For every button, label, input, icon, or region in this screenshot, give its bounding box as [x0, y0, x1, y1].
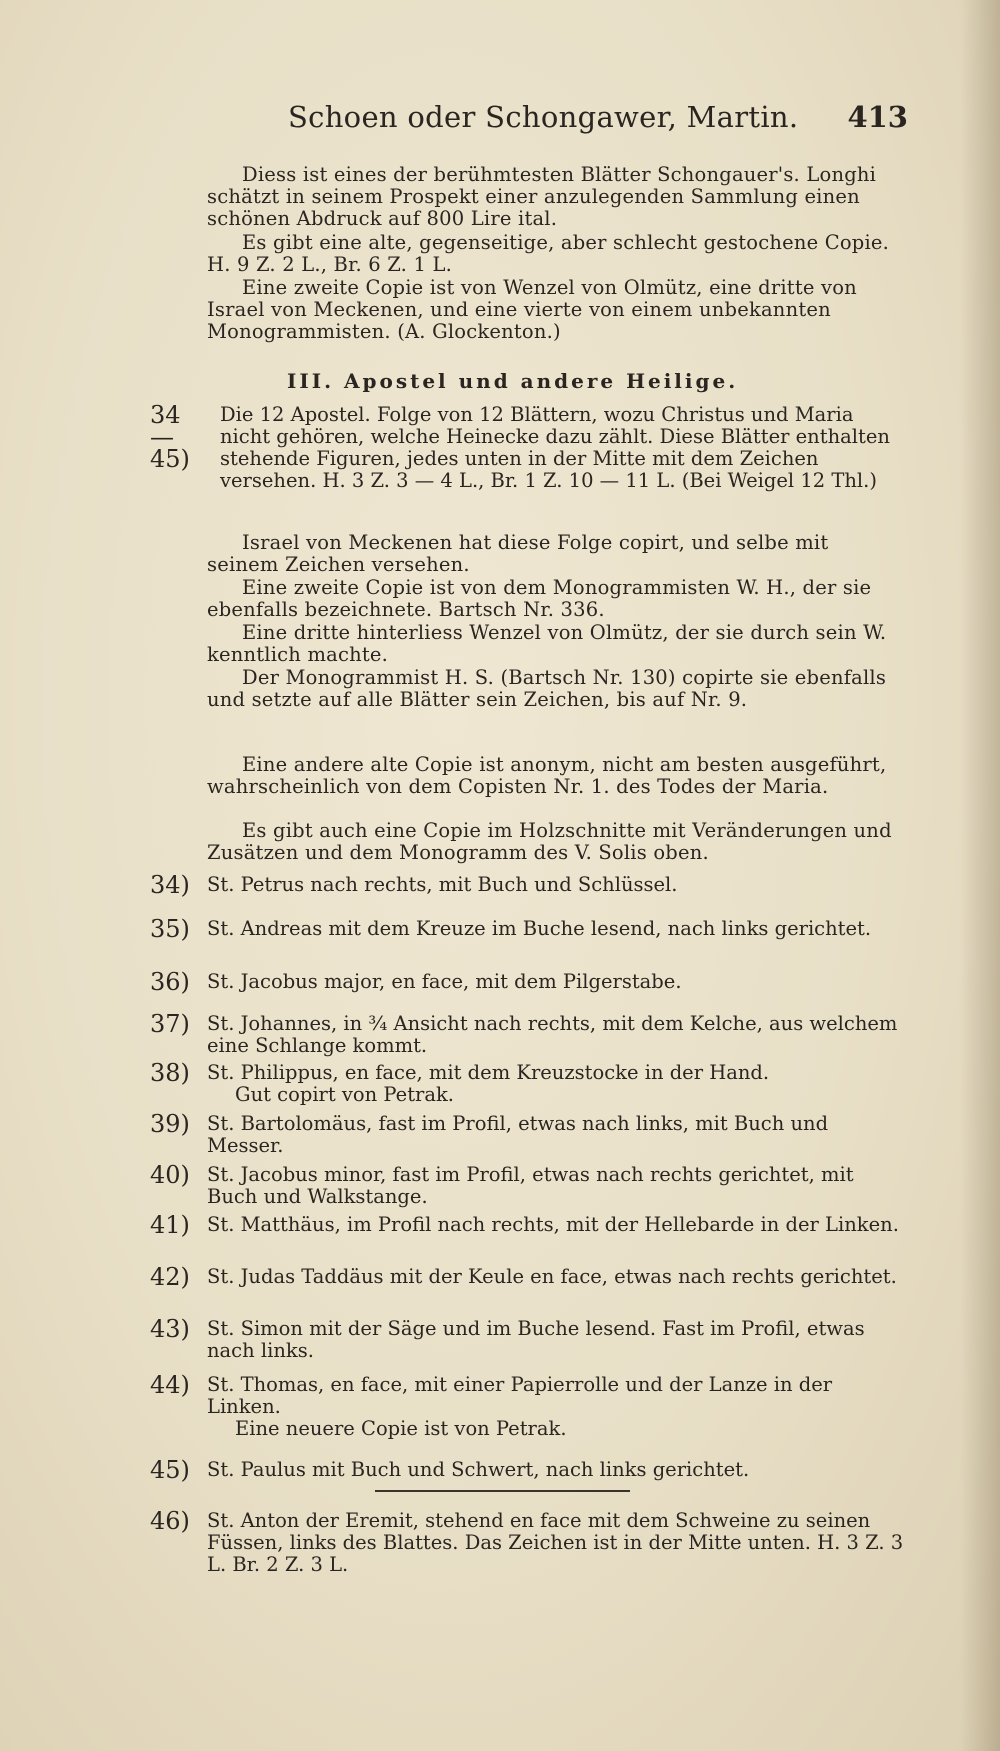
list-item [150, 1263, 904, 1291]
entry-text-main: St. Philippus, en face, mit dem Kreuzstocke in der Hand. [207, 1061, 770, 1084]
list-item [150, 1010, 904, 1057]
list-item [150, 1211, 904, 1239]
entry-text: St. Anton der Eremit, stehend en face mit dem Schweine zu seinen Füssen, links des Blattes. Das Zeichen ist in der Mitte unten. H. 3 Z. 3 L. Br. 2 Z. 3 L. [207, 1509, 904, 1576]
series-note-4: Der Monogrammist H. S. (Bartsch Nr. 130) copirte sie ebenfalls und setzte auf alle Blätter sein Zeichen, bis auf Nr. 9. [207, 666, 887, 711]
list-item [150, 1161, 904, 1208]
series-note-6: Es gibt auch eine Copie im Holzschnitte mit Veränderungen und Zusätzen und dem Monogramm des V. Solis oben. [207, 819, 892, 864]
entry-number: 40) [150, 1161, 190, 1189]
list-item [150, 1371, 904, 1440]
list-item [150, 1110, 904, 1157]
separator-rule [375, 1490, 630, 1492]
entry-number: 36) [150, 968, 190, 996]
entry-number: 43) [150, 1315, 190, 1343]
list-item [150, 1456, 904, 1484]
list-item [150, 1059, 904, 1106]
list-item [150, 1315, 904, 1362]
entry-text: St. Paulus mit Buch und Schwert, nach links gerichtet. [207, 1458, 750, 1481]
list-item [150, 968, 904, 996]
entry-number: 35) [150, 915, 190, 943]
intro-paragraph-1: Diess ist eines der berühmtesten Blätter Schongauer's. Longhi schätzt in seinem Prospekt einer anzulegenden Sammlung einen schönen Abdruck auf 800 Lire ital. [207, 163, 877, 230]
entry-text [207, 1374, 904, 1440]
list-item [150, 1507, 904, 1576]
running-header [288, 100, 908, 140]
entry-number: 42) [150, 1263, 190, 1291]
page-edge-shadow [960, 0, 1000, 1751]
entry-text: St. Johannes, in ¾ Ansicht nach rechts, mit dem Kelche, aus welchem eine Schlange kommt. [207, 1012, 898, 1057]
entry-text [207, 1062, 904, 1106]
entry-text: St. Matthäus, im Profil nach rechts, mit der Hellebarde in der Linken. [207, 1213, 899, 1236]
entry-number: 44) [150, 1371, 190, 1399]
entry-number: 37) [150, 1010, 190, 1038]
entry-text: St. Andreas mit dem Kreuze im Buche lesend, nach links gerichtet. [207, 917, 872, 940]
section-heading: III. Apostel und andere Heilige. [287, 369, 739, 393]
intro-paragraph-3: Eine zweite Copie ist von Wenzel von Olmütz, eine dritte von Israel von Meckenen, und eine vierte von einem unbekannten Monogrammisten. (A. Glockenton.) [207, 276, 857, 343]
entry-number: 38) [150, 1059, 190, 1087]
entry-text: St. Judas Taddäus mit der Keule en face, etwas nach rechts gerichtet. [207, 1265, 897, 1288]
header-title: Schoen oder Schongawer, Martin. [288, 100, 799, 134]
series-note-1: Israel von Meckenen hat diese Folge copirt, und selbe mit seinem Zeichen versehen. [207, 531, 829, 576]
entry-text: St. Jacobus minor, fast im Profil, etwas nach rechts gerichtet, mit Buch und Walkstange. [207, 1163, 854, 1208]
entry-text-note: Gut copirt von Petrak. [235, 1083, 455, 1106]
series-entry-text: Die 12 Apostel. Folge von 12 Blättern, wozu Christus und Maria nicht gehören, welche Heinecke dazu zählt. Diese Blätter enthalten stehende Figuren, jedes unten in der Mitte mit dem Zeichen versehen. H. 3 Z. 3 — 4 L., Br. 1 Z. 10 — 11 L. (Bei Weigel 12 Thl.) [220, 403, 890, 492]
series-note-5: Eine andere alte Copie ist anonym, nicht am besten ausgeführt, wahrscheinlich von dem Copisten Nr. 1. des Todes der Maria. [207, 753, 887, 798]
entry-text-main: St. Thomas, en face, mit einer Papierrolle und der Lanze in der Linken. [207, 1373, 833, 1418]
series-note-3: Eine dritte hinterliess Wenzel von Olmütz, der sie durch sein W. kenntlich machte. [207, 621, 887, 666]
intro-paragraph-2: Es gibt eine alte, gegenseitige, aber schlecht gestochene Copie. H. 9 Z. 2 L., Br. 6 Z. 1 L. [207, 231, 890, 276]
entry-number: 34) [150, 871, 190, 899]
series-note-2: Eine zweite Copie ist von dem Monogrammisten W. H., der sie ebenfalls bezeichnete. Bartsch Nr. 336. [207, 576, 872, 621]
list-item [150, 871, 904, 899]
entry-text: St. Petrus nach rechts, mit Buch und Schlüssel. [207, 873, 678, 896]
entry-number: 45) [150, 1456, 190, 1484]
entry-text: St. Jacobus major, en face, mit dem Pilgerstabe. [207, 970, 682, 993]
entry-number: 39) [150, 1110, 190, 1138]
entry-text-note: Eine neuere Copie ist von Petrak. [235, 1417, 567, 1440]
entry-number: 41) [150, 1211, 190, 1239]
entry-number: 46) [150, 1507, 190, 1535]
series-entry-number: 34 — 45) [150, 401, 190, 473]
series-entry [150, 401, 904, 492]
list-item [150, 915, 904, 943]
entry-text: St. Simon mit der Säge und im Buche lesend. Fast im Profil, etwas nach links. [207, 1317, 865, 1362]
page-number: 413 [847, 100, 908, 134]
entry-text: St. Bartolomäus, fast im Profil, etwas nach links, mit Buch und Messer. [207, 1112, 829, 1157]
